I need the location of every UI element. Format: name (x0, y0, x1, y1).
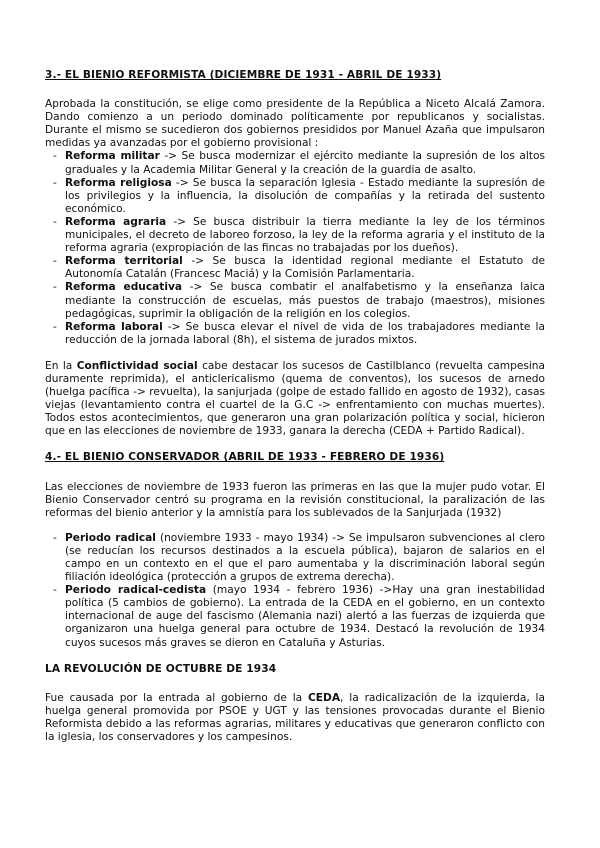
list-item (45, 532, 545, 584)
section-title-revolucion-1934: LA REVOLUCIÓN DE OCTUBRE DE 1934 (45, 662, 277, 675)
list-item (45, 281, 545, 320)
list-item (45, 177, 545, 216)
paragraph-intro-reformista: Aprobada la constitución, se elige como presidente de la República a Niceto Alcalá Zamora. Dando comienzo a un periodo dominado políticamente por republicanos y socialistas. Durante el mismo se sucedieron dos gobiernos presididos por Manuel Azaña que impulsaron medidas ya avanzadas por el gobierno provisional : (45, 98, 545, 150)
conflict-body: cabe destacar los sucesos de Castilblanco (revuelta campesina duramente reprimida), el anticlericalismo (quema de conventos), los sucesos de arnedo (huelga pacífica -> revuelta), la sanjurjada (golpe de estado fallido en agosto de 1932), casas viejas (levantamiento contra el cuartel de la G.C -> enfrentamiento con muchas muertes). Todos estos acontecimientos, que generaron una gran polarización política y social, hicieron que en las elecciones de noviembre de 1933, ganara la derecha (CEDA + Partido Radical). (45, 359, 546, 438)
list-item (45, 255, 545, 281)
reform-description: -> Se busca distribuir la tierra mediante la ley de los términos municipales, el decreto de laboreo forzoso, la ley de la reforma agraria y el instituto de la reforma agraria (expropiación de las fincas no trabajadas por los dueños). (65, 215, 545, 255)
paragraph-revolucion-1934 (45, 692, 545, 744)
reform-term: Reforma laboral (65, 320, 163, 333)
period-term: Periodo radical-cedista (65, 584, 207, 597)
list-item (45, 584, 545, 649)
reform-term: Reforma religiosa (65, 176, 172, 189)
revolution-lead: Fue causada por la entrada al gobierno de la (45, 691, 309, 704)
list-item (45, 216, 545, 255)
paragraph-conflictividad-social (45, 360, 545, 439)
period-description: (noviembre 1933 - mayo 1934) -> Se impulsaron subvenciones al clero (se reducían los recursos destinados a la escuela pública), bajaron de salarios en el campo en un contexto en el que el paro aumentaba y la discriminación laboral según filiación ideológica (protección a grupos de extrema derecha). (65, 531, 545, 584)
reform-list (45, 150, 545, 346)
conflict-term: Conflictividad social (76, 359, 198, 372)
reform-term: Reforma educativa (65, 281, 183, 294)
period-description: (mayo 1934 - febrero 1936) ->Hay una gran inestabilidad política (5 cambios de gobierno). La entrada de la CEDA en el gobierno, en un contexto internacional de auge del fascismo (Alemania nazi) alertó a las fuerzas de izquierda que organizaron una huelga general para octubre de 1934. Destacó la revolución de 1934 cuyos sucesos más graves se dieron en Cataluña y Asturias. (65, 584, 546, 649)
reform-description: -> Se busca la separación Iglesia - Estado mediante la supresión de los privilegios y la influencia, la disolución de compañías y la retirada del sustento económico. (65, 176, 546, 215)
reform-term: Reforma agraria (65, 215, 167, 228)
reform-description: -> Se busca combatir el analfabetismo y la enseñanza laica mediante la construcción de escuelas, más puestos de trabajo (maestros), misiones pedagógicas, suprimir la obligación de la religión en los colegios. (65, 281, 545, 320)
section-title-bienio-reformista: 3.- EL BIENIO REFORMISTA (DICIEMBRE DE 1931 - ABRIL DE 1933) (45, 69, 442, 81)
revolution-term: CEDA (308, 691, 341, 704)
reform-term: Reforma militar (65, 150, 160, 163)
conflict-lead: En la (45, 359, 77, 372)
list-item (45, 321, 545, 347)
document-body (45, 69, 545, 744)
reform-description: -> Se busca la identidad regional mediante el Estatuto de Autonomía Catalán (Francesc Maciá) y la Comisión Parlamentaria. (65, 255, 545, 281)
period-term: Periodo radical (65, 531, 156, 544)
list-item (45, 150, 545, 176)
reform-description: -> Se busca elevar el nivel de vida de los trabajadores mediante la reducción de la jornada laboral (8h), el sistema de jurados mixtos. (65, 320, 545, 346)
revolution-body: , la radicalización de la izquierda, la huelga general promovida por PSOE y UGT y las tensiones provocadas durante el Bienio Reformista debido a las reformas agrarias, militares y educativas que generaron conflicto con la iglesia, los conservadores y los campesinos. (45, 691, 545, 744)
section-title-bienio-conservador: 4.- EL BIENIO CONSERVADOR (ABRIL DE 1933 - FEBRERO DE 1936) (45, 451, 445, 464)
reform-term: Reforma territorial (65, 255, 183, 268)
reform-description: -> Se busca modernizar el ejército mediante la supresión de los altos graduales y la Academia Militar General y la creación de la guardia de asalto. (65, 150, 546, 176)
period-list (45, 532, 545, 650)
paragraph-intro-conservador: Las elecciones de noviembre de 1933 fueron las primeras en las que la mujer pudo votar. El Bienio Conservador centró su programa en la revisión constitucional, la paralización de las reformas del bienio anterior y la amnistía para los sublevados de la Sanjurjada (1932) (45, 480, 545, 519)
